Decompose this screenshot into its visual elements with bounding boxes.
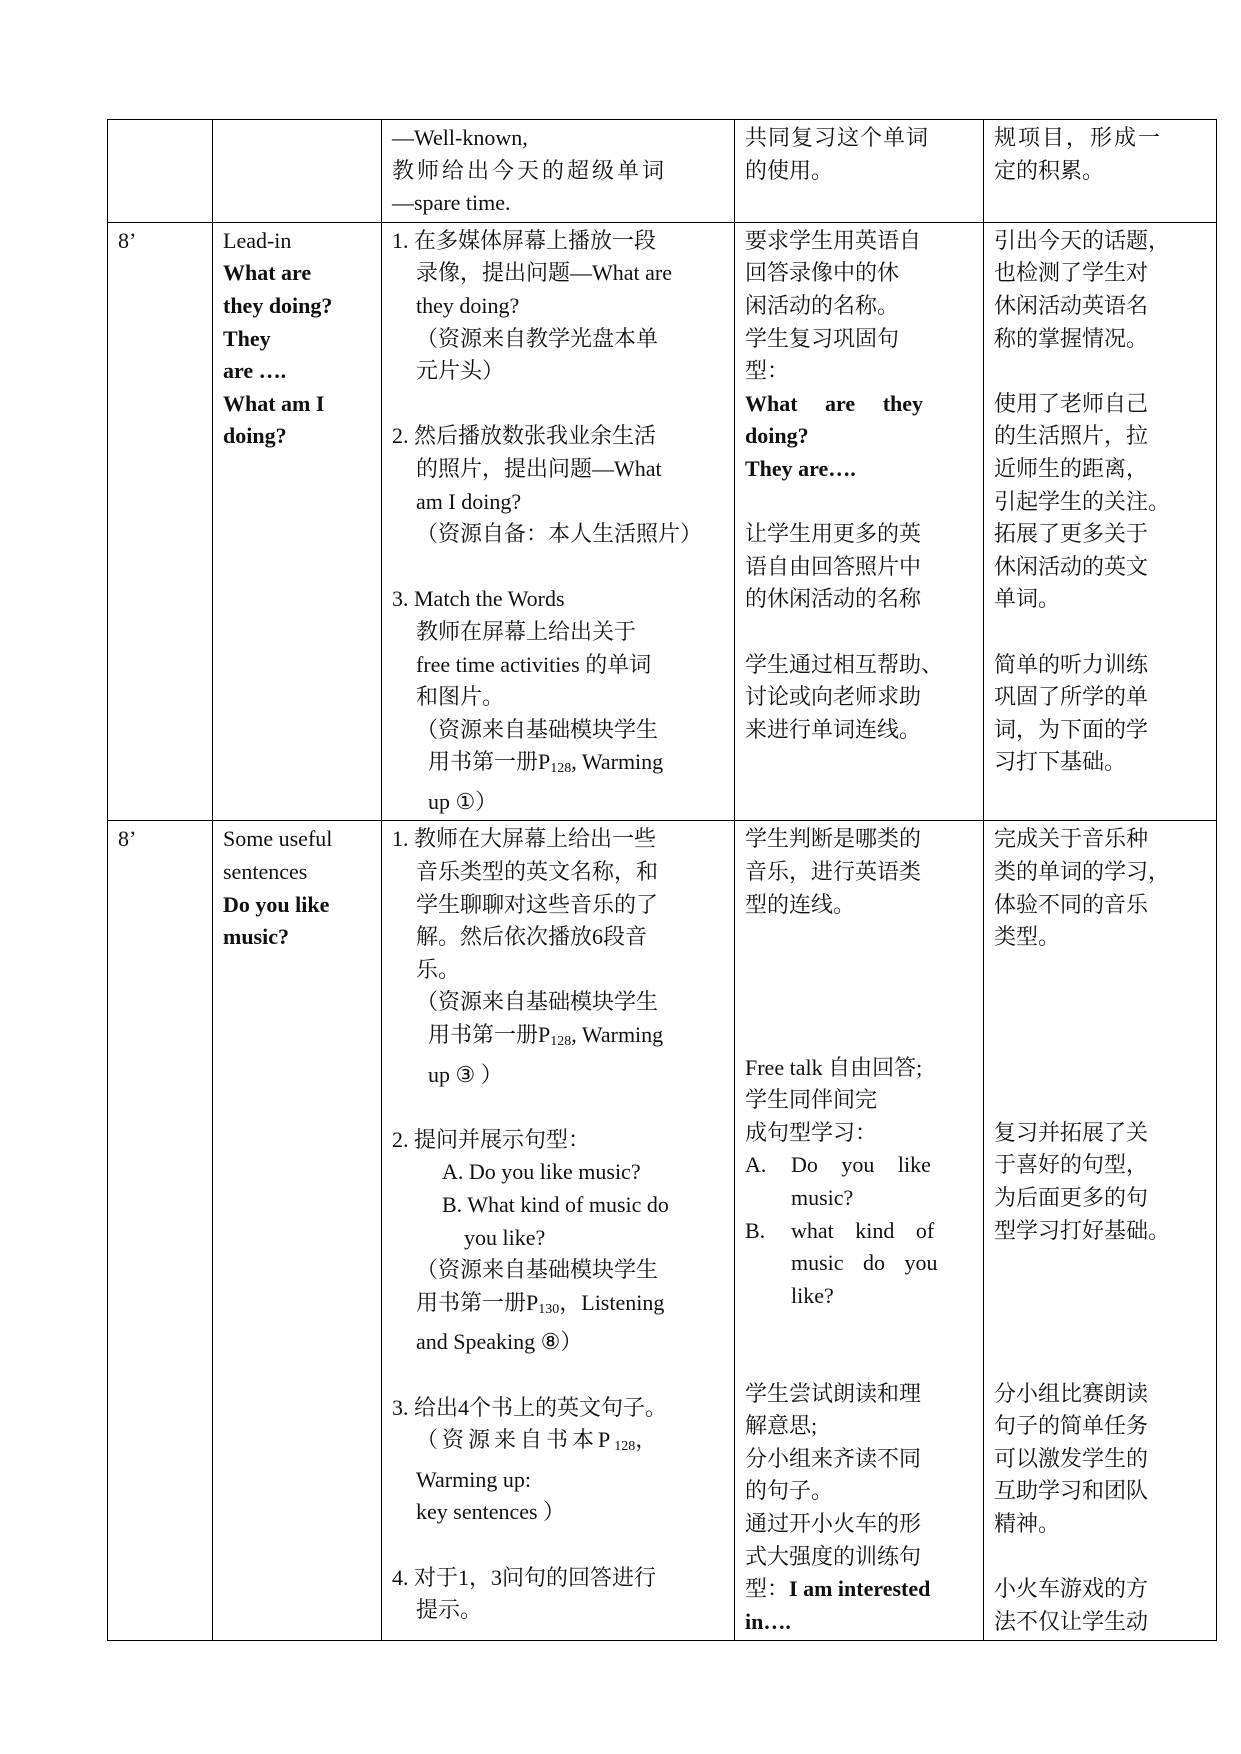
stage-cell: Some useful sentences Do you like music? <box>213 821 382 1641</box>
time-cell: 8’ <box>108 821 213 1641</box>
lesson-plan-table <box>107 119 1217 1641</box>
purpose-cell: 引出今天的话题， 也检测了学生对 休闲活动英语名 称的掌握情况。 使用了老师自己 的生活照片，拉 近师生的距离， 引起学生的关注。 拓展了更多关于 休闲活动的英文 单词。 简单的听力训练 巩固了所学的单 词，为下面的学 习打下基础。 <box>984 222 1217 821</box>
stage-cell <box>213 120 382 223</box>
purpose-cell: 完成关于音乐种 类的单词的学习， 体验不同的音乐 类型。 复习并拓展了关 于喜好的句型， 为后面更多的句 型学习打好基础。 分小组比赛朗读 句子的简单任务 可以激发学生的 互助学习和团队 精神。 小火车游戏的方 法不仅让学生动 <box>984 821 1217 1641</box>
table-row <box>108 821 1217 1641</box>
student-cell: 共同复习这个单词 的使用。 <box>735 120 984 223</box>
table-row <box>108 222 1217 821</box>
student-cell: 要求学生用英语自 回答录像中的休 闲活动的名称。 学生复习巩固句 型： What are they doing? They are…. 让学生用更多的英 语自由回答照片中 的休闲活动的名称 学生通过相互帮助、 讨论或向老师求助 来进行单词连线。 <box>735 222 984 821</box>
time-cell: 8’ <box>108 222 213 821</box>
activity-cell: —Well-known, 教师给出今天的超级单词 —spare time. <box>382 120 735 223</box>
time-cell <box>108 120 213 223</box>
table-row <box>108 120 1217 223</box>
lesson-plan-page <box>107 119 1217 1641</box>
purpose-cell: 规项目，形成一 定的积累。 <box>984 120 1217 223</box>
student-cell: 学生判断是哪类的 音乐，进行英语类 型的连线。 Free talk 自由回答; 学生同伴间完 成句型学习： A. Do you like music? B. what kind of music do you like? 学生尝试朗读和理 解意思; 分小组来齐读不同 的句子。 通过开小火车的形 式大强度的训练句 型：I am interested in…. <box>735 821 984 1641</box>
activity-cell: 1. 在多媒体屏幕上播放一段 录像，提出问题—What are they doing? （资源来自教学光盘本单 元片头） 2. 然后播放数张我业余生活 的照片，提出问题—What am I doing? （资源自备：本人生活照片） 3. Match the Words 教师在屏幕上给出关于 free time activities 的单词 和图片。 （资源来自基础模块学生 用书第一册$P_{128}$, Warming up ①） <box>382 222 735 821</box>
activity-cell: 1. 教师在大屏幕上给出一些 音乐类型的英文名称，和 学生聊聊对这些音乐的了 解。然后依次播放6段音 乐。 （资源来自基础模块学生 用书第一册$P_{128}$, Warming up ③ ） 2. 提问并展示句型： A. Do you like music? B. What kind of music do you like? （资源来自基础模块学生 用书第一册$P_{130}$，Listening and Speaking ⑧） 3. 给出4个书上的英文句子。 （资源来自书本$P_{128}$， Warming up: key sentences ） 4. 对于1，3问句的回答进行 提示。 <box>382 821 735 1641</box>
stage-line: What are <box>223 260 312 286</box>
stage-cell: Lead-in What are they doing? They are …. What am I doing? <box>213 222 382 821</box>
